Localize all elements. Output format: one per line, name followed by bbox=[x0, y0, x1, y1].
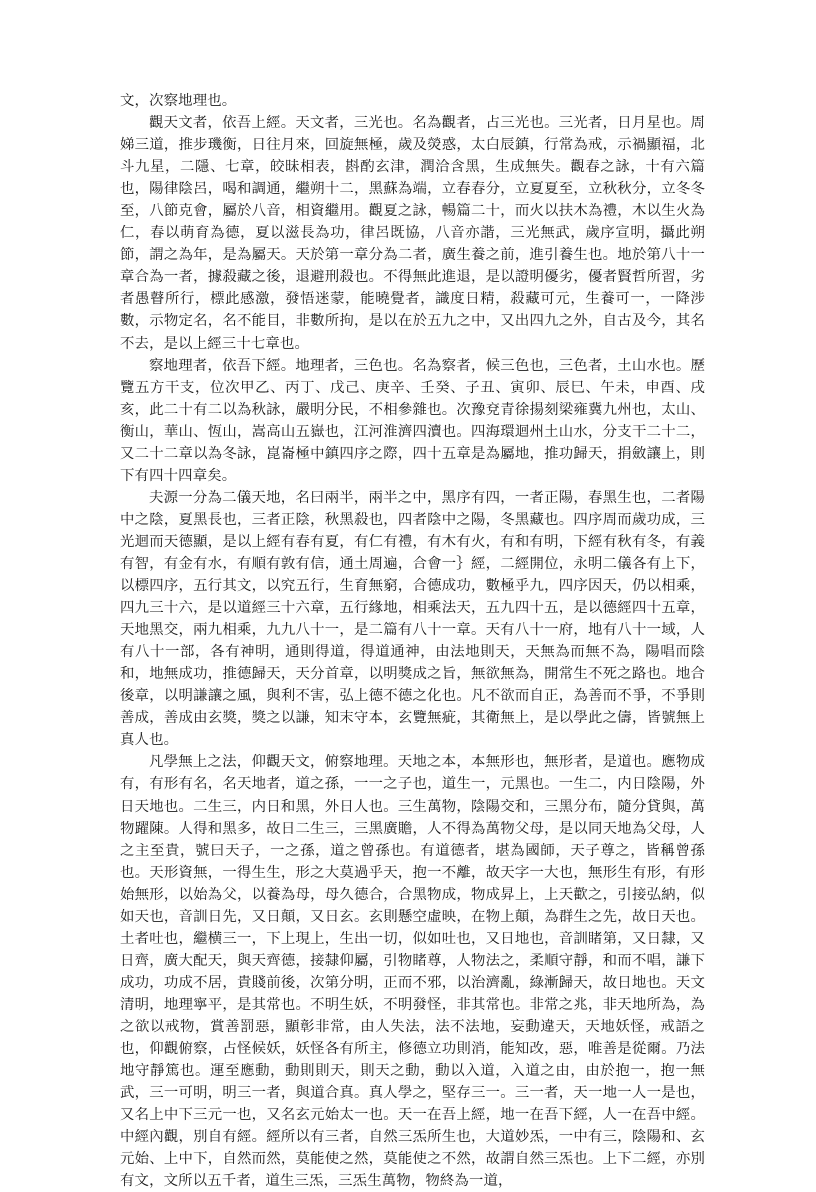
paragraph-heavenly-patterns: 觀天文者，依吾上經。天文者，三光也。名為觀者，占三光也。三光者，日月星也。周娣三道，推步璣衡，日往月來，回旋無極，歲及熒惑，太白辰鎮，行常為戒，示禍顯福，北斗九星，二隱、七章，皎昧相表，斟酌玄津，潤洽含黑，生成無失。觀春之詠，十有六篇也，陽律陰呂，喝和調通，繼朔十二，黑蘇為端，立春春分，立夏夏至，立秋秋分，立冬冬至，八節克會，屬於八音，相資繼用。觀夏之詠，暢篇二十，而火以扶木為禮，木以生火為仁，春以萌育為德，夏以滋長為功，律呂既協，八音亦諧，三光無武，歲序宣明，攝此朔節，謂之為年，是為屬天。天於第一章分為二者，廣生養之前，進引養生也。地於第八十一章合為一者，據殺藏之後，退避刑殺也。不得無此進退，是以證明優劣，優者賢哲所習，劣者愚瞽所行，標此感激，發悟迷蒙，能曉覺者，識度日精，殺藏可元，生養可一，一降涉數，示物定名，名不能目，非數所拘，是以在於五九之中，又出四九之外，自古及今，其名不去，是以上經三十七章也。 bbox=[120, 115, 705, 352]
paragraph-supreme-method: 凡學無上之法，仰觀天文，俯察地理。天地之本，本無形也，無形者，是道也。應物成有，有形有名，名天地者，道之孫，一一之子也，道生一，元黑也。一生二，内日陰陽，外日天地也。二生三，内日和黑，外日人也。三生萬物，陰陽交和，三黑分布，隨分貸與，萬物躍陳。人得和黑多，故日二生三，三黑廣贍，人不得為萬物父母，是以同天地為父母，人之主至貴，號曰天子，一之孫，道之曾孫也。有道德者，堪為國師，天子尊之，皆稱曾孫也。天形資無，一得生生，形之大莫過乎天，抱一不離，故天字一大也，無形生有形，有形始無形，以始為父，以養為母，母久德合，合黑物成，物成昇上，上天歡之，引接弘納，似如天也，音訓日先，又日顛，又日玄。玄則懸空虛映，在物上顛，為群生之先，故日天也。土者吐也，繼横三一，下上現上，生出一切，似如吐也，又日地也，音訓睹第，又日隸，又日齊，廣大配天，與天齊德，接隸仰屬，引物睹尊，人物法之，柔順守靜，和而不唱，謙下成功，功成不居，貴賤前後，次第分明，正而不邪，以治濟亂，綠漸歸天，故日地也。天文清明，地理寧平，是其常也。不明生妖，不明發怪，非其常也。非常之兆，非天地所為，為之欲以戒物，賞善罰惡，顯彰非常，由人失法，法不法地，妄動違天，天地妖怪，戒語之也，仰觀俯察，占怪候妖，妖怪各有所主，修德立功則消，能知改，惡，唯善是從爾。乃法地守靜篤也。運至應動，動則則天，則天之動，動以入道，入道之由，由於抱一，抱一無武，三一可明，明三一者，與道合真。真人學之，堅存三一。三一者，天一地一人一是也，又名上中下三元一也，又名玄元始太一也。天一在吾上經，地一在吾下經，人一在吾中經。中經內觀，別自有經。經所以有三者，自然三炁所生也，大道妙炁，一中有三，陰陽和、玄元始、上中下，自然而然，莫能使之然，莫能使之不然，故謂自然三炁也。上下二經，亦別有文，文所以五千者，道生三炁，三炁生萬物，物終為一道， bbox=[120, 754, 705, 1190]
paragraph-two-modes: 夫源一分為二儀天地，名曰兩半，兩半之中，黑序有四，一者正陽，春黑生也，二者陽中之陰，夏黑長也，三者正陰，秋黑殺也，四者陰中之陽，冬黑藏也。四序周而歲功成，三光迴而天德顯，是以上經有春有夏，有仁有禮，有木有火，有和有明，下經有秋有冬，有義有智，有金有水，有順有敦有信，通土周遍，合會一｝經，二經開位，永明二儀各有上下，以標四序，五行其文，以究五行，生育無窮，合德成功，數極乎九，四序因天，仍以相乘，四九三十六，是以道經三十六章，五行緣地，相乘法天，五九四十五，是以德經四十五章，天地黑交，兩九相乘，九九八十一，是二篇有八十一章。天有八十一府，地有八十一域，人有八十一部，各有神明，通則得道，得道通神，由法地則天，天無為而無不為，陽唱而陰和，地無成功，推德歸天，天分首章，以明獎成之旨，無欲無為，開常生不死之路也。地合後章，以明謙讓之風，與利不害，弘上德不德之化也。凡不欲而自正，為善而不爭，不爭則善成，善成由玄獎，獎之以謙，知末守本，玄覽無疵，其衛無上，是以學此之儔，皆號無上真人也。 bbox=[120, 489, 705, 749]
paragraph-earthly-principles: 察地理者，依吾下經。地理者，三色也。名為察者，候三色也，三色者，土山水也。歷覽五方干支，位次甲乙、丙丁、戊己、庚辛、壬癸、子丑、寅卯、辰巳、午未，申酉、戌亥，此二十有二以為秋詠，嚴明分民，不相參雜也。次豫兗青徐揚刻梁雍冀九州也，太山、衡山，華山、恆山，嵩高山五嶽也，江河淮濟四瀆也。四海環迴州土山水，分支干二十二，又二十二章以為冬詠，崑崙極中鎮四序之際，四十五章是為屬地，推功歸天，捐斂讓上，則下有四十四章矣。 bbox=[120, 357, 705, 484]
paragraph-continuation: 文，次察地理也。 bbox=[120, 93, 237, 109]
body-text bbox=[120, 90, 705, 1192]
